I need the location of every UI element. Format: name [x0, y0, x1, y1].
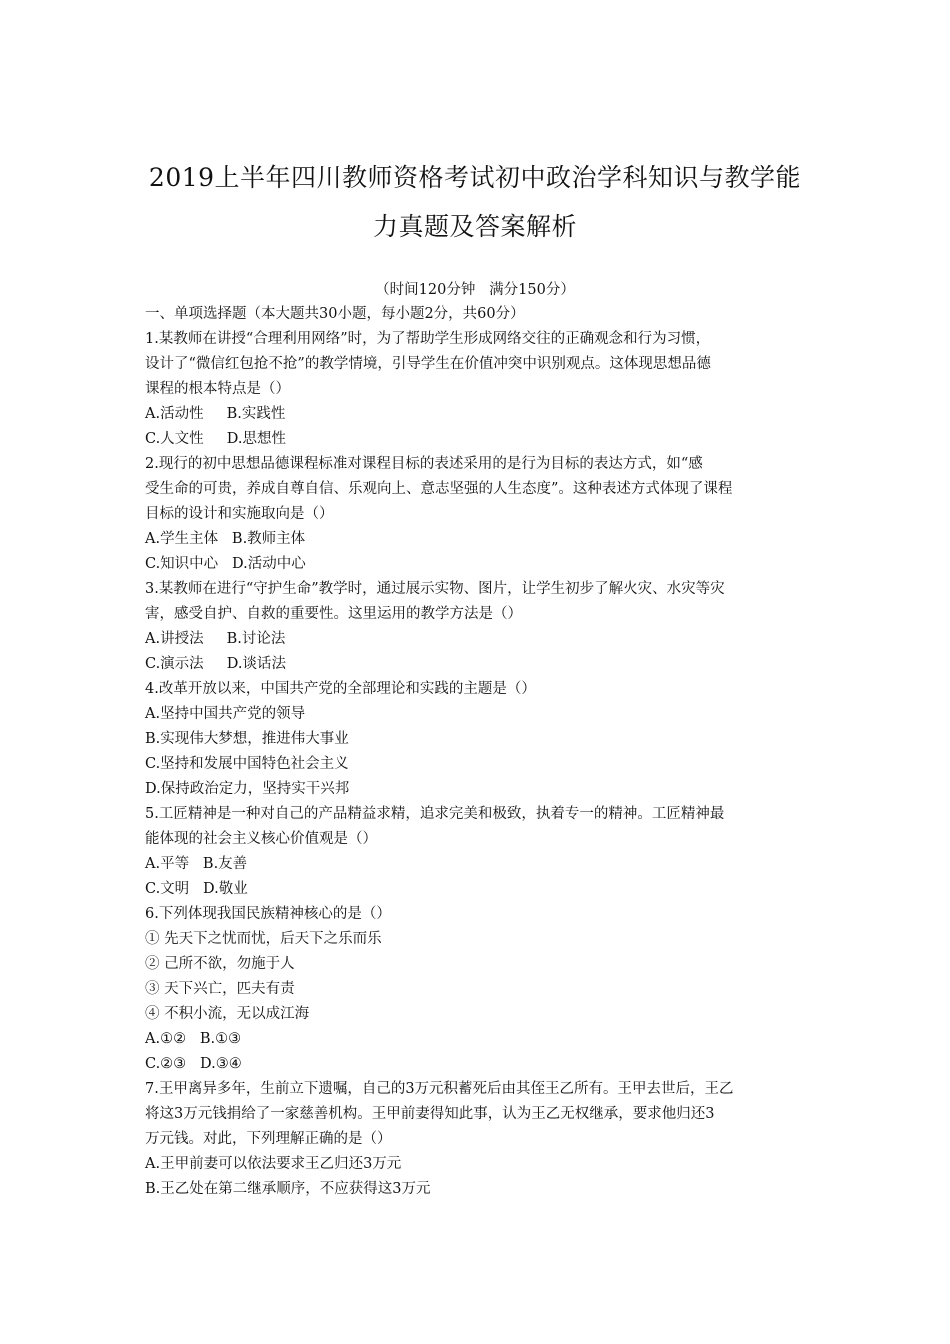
answer-options: A.①② B.①③: [145, 1031, 242, 1047]
question-text: 能体现的社会主义核心价值观是（）: [145, 831, 377, 847]
answer-options: C.知识中心 D.活动中心: [145, 556, 306, 572]
answer-option: D.保持政治定力，坚持实干兴邦: [145, 781, 350, 797]
document-title-line-1: 2019上半年四川教师资格考试初中政治学科知识与教学能: [148, 163, 802, 192]
question-text: 害，感受自护、自救的重要性。这里运用的教学方法是（）: [145, 606, 522, 622]
answer-options: A.活动性 B.实践性: [145, 406, 286, 422]
answer-option: B.王乙处在第二继承顺序，不应获得这3万元: [145, 1181, 431, 1197]
question-text: 课程的根本特点是（）: [145, 381, 290, 397]
answer-options: A.讲授法 B.讨论法: [145, 631, 286, 647]
statement-item: ② 己所不欲，勿施于人: [145, 956, 295, 972]
answer-option: B.实现伟大梦想，推进伟大事业: [145, 731, 349, 747]
document-body: [145, 302, 813, 1202]
question-text: 6.下列体现我国民族精神核心的是（）: [145, 906, 391, 922]
question-text: 7.王甲离异多年，生前立下遗嘱，自己的3万元积蓄死后由其侄王乙所有。王甲去世后，王乙: [145, 1081, 734, 1097]
section-heading: 一、单项选择题（本大题共30小题，每小题2分，共60分）: [145, 306, 525, 322]
answer-option: A.王甲前妻可以依法要求王乙归还3万元: [145, 1156, 402, 1172]
question-text: 5.工匠精神是一种对自己的产品精益求精，追求完美和极致，执着专一的精神。工匠精神最: [145, 806, 725, 822]
statement-item: ① 先天下之忧而忧，后天下之乐而乐: [145, 931, 382, 947]
answer-options: C.文明 D.敬业: [145, 881, 248, 897]
statement-item: ③ 天下兴亡，匹夫有责: [145, 981, 295, 997]
question-text: 受生命的可贵，养成自尊自信、乐观向上、意志坚强的人生态度”。这种表述方式体现了课程: [145, 481, 733, 497]
question-text: 2.现行的初中思想品德课程标准对课程目标的表述采用的是行为目标的表达方式，如“感: [145, 456, 703, 472]
answer-option: A.坚持中国共产党的领导: [145, 706, 306, 722]
question-text: 将这3万元钱捐给了一家慈善机构。王甲前妻得知此事，认为王乙无权继承，要求他归还3: [145, 1106, 715, 1122]
statement-item: ④ 不积小流，无以成江海: [145, 1006, 310, 1022]
question-text: 万元钱。对此，下列理解正确的是（）: [145, 1131, 392, 1147]
question-text: 3.某教师在进行“守护生命”教学时，通过展示实物、图片，让学生初步了解火灾、水灾等灾: [145, 581, 725, 597]
answer-option: C.坚持和发展中国特色社会主义: [145, 756, 349, 772]
question-text: 1.某教师在讲授“合理利用网络”时，为了帮助学生形成网络交往的正确观念和行为习惯，: [145, 331, 711, 347]
exam-time-and-score: （时间120分钟 满分150分）: [375, 282, 575, 298]
question-text: 设计了“微信红包抢不抢”的教学情境，引导学生在价值冲突中识别观点。这体现思想品德: [145, 356, 711, 372]
answer-options: C.②③ D.③④: [145, 1056, 242, 1072]
answer-options: C.人文性 D.思想性: [145, 431, 286, 447]
question-text: 4.改革开放以来，中国共产党的全部理论和实践的主题是（）: [145, 681, 536, 697]
answer-options: C.演示法 D.谈话法: [145, 656, 286, 672]
answer-options: A.平等 B.友善: [145, 856, 248, 872]
answer-options: A.学生主体 B.教师主体: [145, 531, 306, 547]
document-title-line-2: 力真题及答案解析: [372, 212, 577, 241]
question-text: 目标的设计和实施取向是（）: [145, 506, 334, 522]
